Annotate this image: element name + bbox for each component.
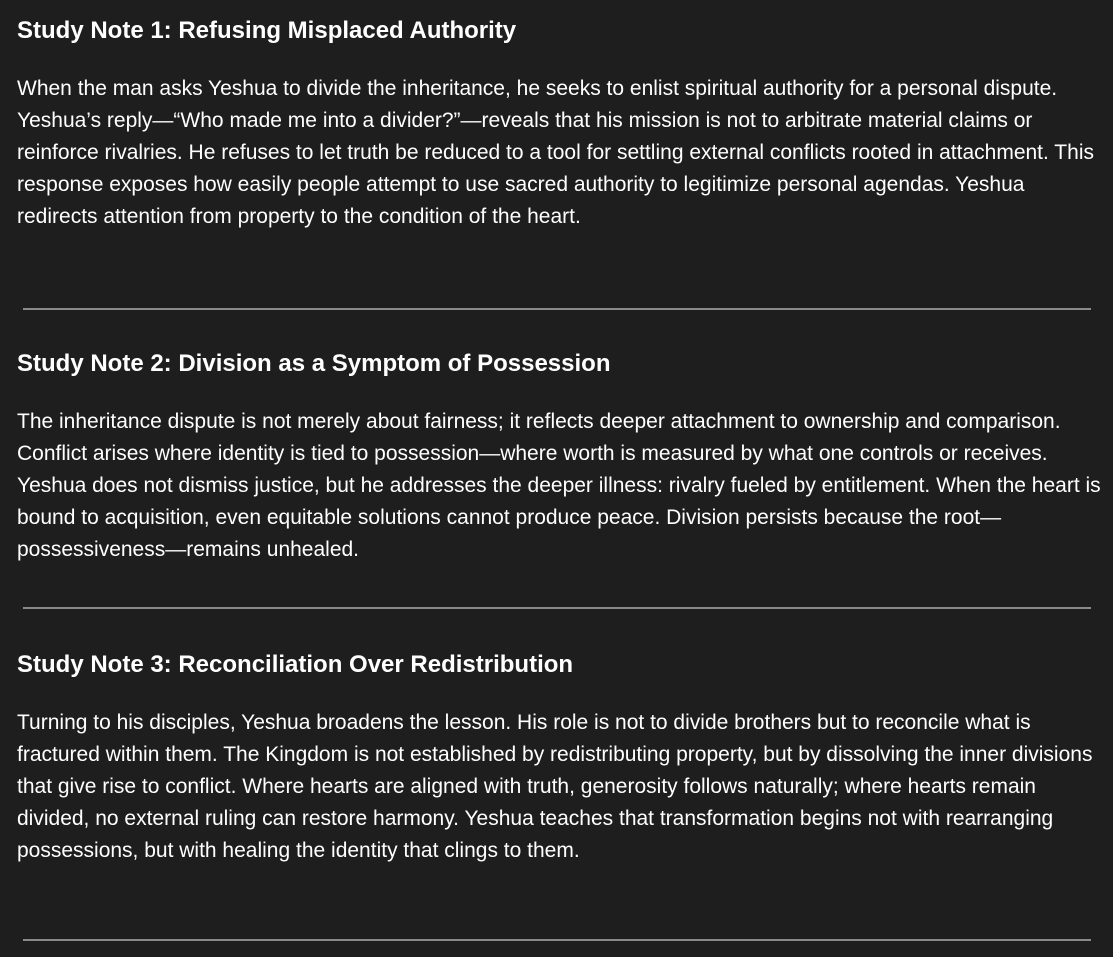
study-note-3-body: Turning to his disciples, Yeshua broadens the lesson. His role is not to divide brothers but to reconcile what is fractured within them. The Kingdom is not established by redistributing property, but by dissolving the inner divisions that give rise to conflict. Where hearts are aligned with truth, generosity follows naturally; where hearts remain divided, no external ruling can restore harmony. Yeshua teaches that transformation begins not with rearranging possessions, but with healing the identity that clings to them. (17, 711, 1093, 862)
divider (23, 939, 1091, 941)
study-note-2 (17, 349, 1107, 566)
study-note-3-title: Study Note 3: Reconciliation Over Redistribution (17, 651, 574, 678)
divider (23, 308, 1091, 310)
divider (23, 607, 1091, 609)
study-note-3 (17, 650, 1107, 867)
study-note-2-body: The inheritance dispute is not merely about fairness; it reflects deeper attachment to ownership and comparison. Conflict arises where identity is tied to possession—where worth is measured by what one controls or receives. Yeshua does not dismiss justice, but he addresses the deeper illness: rivalry fueled by entitlement. When the heart is bound to acquisition, even equitable solutions cannot produce peace. Division persists because the root—possessiveness—remains unhealed. (17, 410, 1101, 561)
study-note-1-title: Study Note 1: Refusing Misplaced Authority (17, 17, 517, 44)
study-note-1-body: When the man asks Yeshua to divide the inheritance, he seeks to enlist spiritual authority for a personal dispute. Yeshua’s reply—“Who made me into a divider?”—reveals that his mission is not to arbitrate material claims or reinforce rivalries. He refuses to let truth be reduced to a tool for settling external conflicts rooted in attachment. This response exposes how easily people attempt to use sacred authority to legitimize personal agendas. Yeshua redirects attention from property to the condition of the heart. (17, 77, 1094, 228)
study-note-2-title: Study Note 2: Division as a Symptom of Possession (17, 350, 611, 377)
study-note-1 (17, 16, 1107, 233)
